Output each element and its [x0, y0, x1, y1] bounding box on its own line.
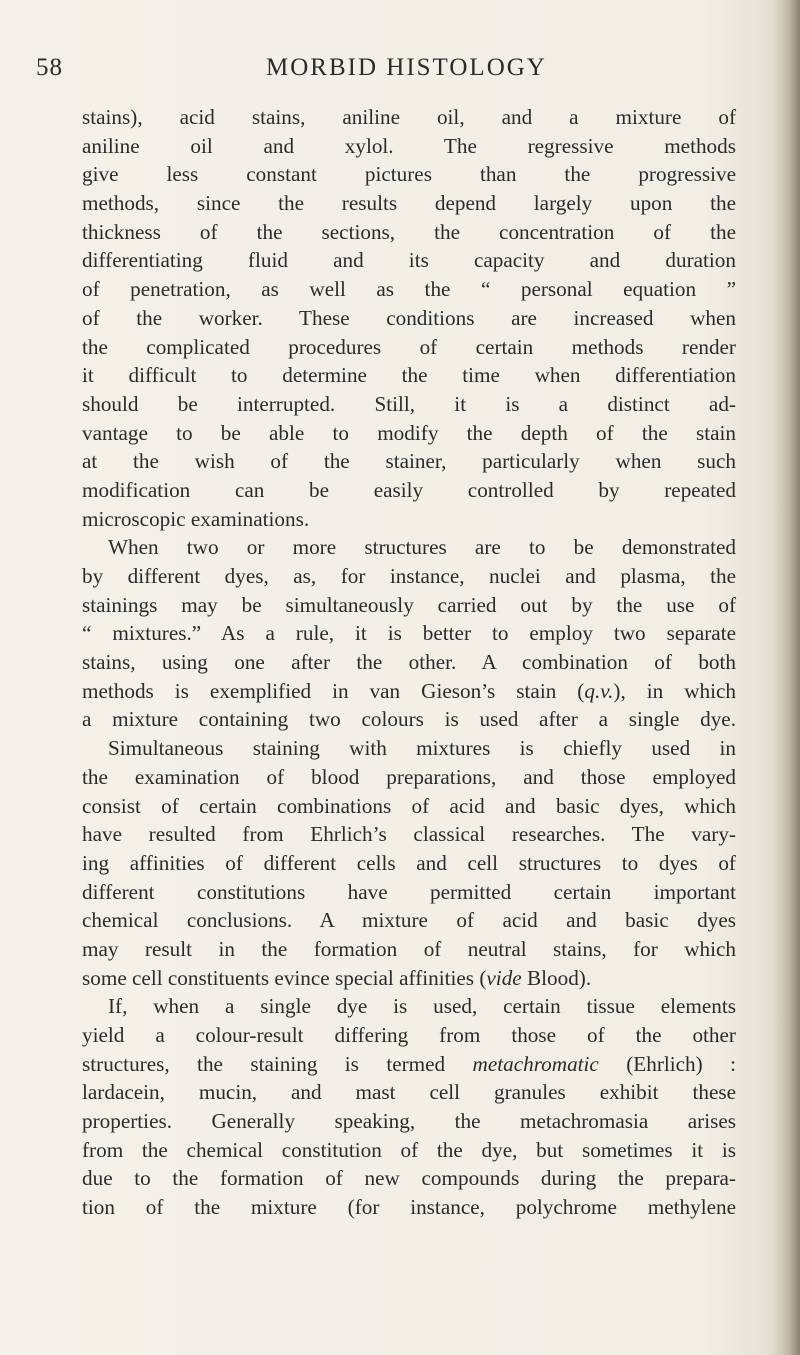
text-run: it difficult to determine the time when differentiation	[82, 363, 736, 388]
text-line	[82, 132, 736, 161]
text-line	[82, 333, 736, 362]
text-line	[82, 1136, 736, 1165]
text-run: of the worker. These conditions are increased when	[82, 305, 736, 330]
text-run: stainings may be simultaneously carried out by the use of	[82, 592, 736, 617]
text-run: from the chemical constitution of the dye, but sometimes it is	[82, 1137, 736, 1162]
text-line	[82, 533, 736, 562]
page-gutter-shadow	[772, 0, 800, 1355]
text-line	[82, 1050, 736, 1079]
text-run: should be interrupted. Still, it is a distinct ad-	[82, 391, 736, 416]
text-line	[82, 304, 736, 333]
text-line	[82, 1021, 736, 1050]
text-run: Simultaneous staining with mixtures is chiefly used in	[108, 736, 736, 761]
text-run: ing affinities of different cells and cell structures to dyes of	[82, 850, 736, 875]
text-line	[82, 705, 736, 734]
text-run: consist of certain combinations of acid and basic dyes, which	[82, 793, 736, 818]
text-run: When two or more structures are to be demonstrated	[108, 535, 736, 560]
text-run: vantage to be able to modify the depth of the stain	[82, 420, 736, 445]
text-line	[82, 734, 736, 763]
text-line	[82, 103, 736, 132]
page-number: 58	[36, 54, 63, 81]
text-line	[82, 1078, 736, 1107]
text-run: stains), acid stains, aniline oil, and a mixture of	[82, 105, 736, 129]
text-run: different constitutions have permitted certain important	[82, 879, 736, 904]
text-run: “ mixtures.” As a rule, it is better to employ two separate	[82, 621, 736, 646]
text-run: yield a colour-result differing from those of the other	[82, 1023, 736, 1047]
text-run: microscopic examinations.	[82, 506, 310, 531]
italic-term: vide	[486, 965, 522, 990]
text-run: (Ehrlich) :	[598, 1051, 736, 1076]
text-run: thickness of the sections, the concentration of the	[82, 219, 736, 244]
text-run: If, when a single dye is used, certain tissue elements	[108, 994, 736, 1019]
text-line	[82, 505, 736, 534]
text-line	[82, 677, 736, 706]
text-line	[82, 964, 736, 993]
text-run: differentiating fluid and its capacity and duration	[82, 248, 736, 273]
text-line	[82, 562, 736, 591]
text-line	[82, 246, 736, 275]
text-run: Blood).	[521, 965, 592, 990]
text-run: stains, using one after the other. A combination of both	[82, 650, 736, 675]
text-line	[82, 591, 736, 620]
text-line	[82, 792, 736, 821]
text-run: structures, the staining is termed	[82, 1051, 473, 1076]
text-line	[82, 361, 736, 390]
text-line	[82, 763, 736, 792]
text-run: may result in the formation of neutral stains, for which	[82, 936, 736, 961]
text-run: have resulted from Ehrlich’s classical researches. The vary-	[82, 822, 736, 847]
text-line	[82, 935, 736, 964]
text-run: properties. Generally speaking, the metachromasia arises	[82, 1109, 736, 1134]
text-run: aniline oil and xylol. The regressive methods	[82, 133, 736, 158]
text-run: by different dyes, as, for instance, nuclei and plasma, the	[82, 564, 736, 588]
text-run: modification can be easily controlled by repeated	[82, 477, 736, 502]
text-run: the examination of blood preparations, and those employed	[82, 764, 736, 789]
text-run: at the wish of the stainer, particularly when such	[82, 449, 736, 474]
text-run: ), in which	[613, 678, 736, 703]
text-run: some cell constituents evince special affinities (	[82, 965, 487, 990]
page-header	[36, 54, 736, 88]
text-line	[82, 1193, 736, 1222]
text-line	[82, 820, 736, 849]
text-run: tion of the mixture (for instance, polychrome methylene	[82, 1195, 736, 1220]
text-run: methods, since the results depend largely upon the	[82, 191, 736, 216]
text-line	[82, 476, 736, 505]
text-run: methods is exemplified in van Gieson’s stain (	[82, 678, 585, 703]
text-run: due to the formation of new compounds during the prepara-	[82, 1166, 736, 1191]
text-line	[82, 648, 736, 677]
text-line	[82, 849, 736, 878]
italic-term: q.v.	[584, 678, 614, 703]
text-run: chemical conclusions. A mixture of acid and basic dyes	[82, 908, 736, 933]
running-head: MORBID HISTOLOGY	[266, 54, 547, 81]
text-line	[82, 619, 736, 648]
text-line	[82, 878, 736, 907]
text-run: give less constant pictures than the progressive	[82, 162, 736, 187]
text-line	[82, 992, 736, 1021]
text-run: a mixture containing two colours is used after a single dye.	[82, 707, 736, 732]
text-line	[82, 275, 736, 304]
text-line	[82, 1107, 736, 1136]
text-line	[82, 1164, 736, 1193]
text-line	[82, 160, 736, 189]
text-line	[82, 189, 736, 218]
text-run: of penetration, as well as the “ personal equation ”	[82, 277, 736, 302]
text-line	[82, 390, 736, 419]
italic-term: metachromatic	[472, 1051, 599, 1076]
text-run: the complicated procedures of certain methods render	[82, 334, 736, 359]
text-line	[82, 419, 736, 448]
text-line	[82, 447, 736, 476]
text-line	[82, 906, 736, 935]
text-line	[82, 218, 736, 247]
body-text	[82, 103, 736, 1222]
text-run: lardacein, mucin, and mast cell granules exhibit these	[82, 1080, 736, 1105]
